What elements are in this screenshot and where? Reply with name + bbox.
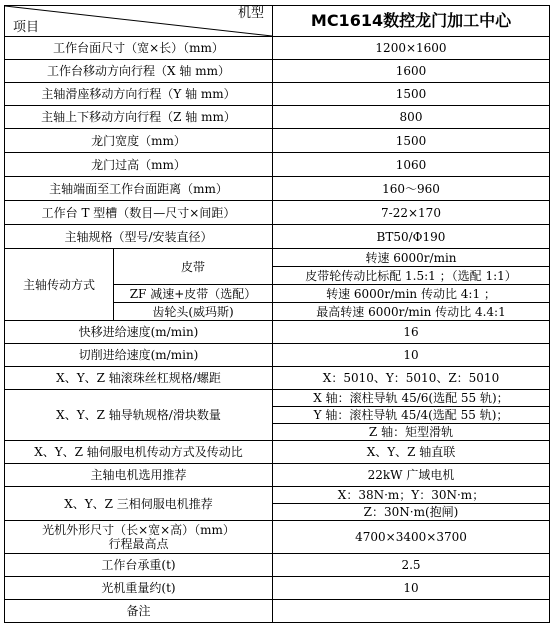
row-value: 2.5 [273, 554, 550, 577]
table-row [5, 201, 550, 225]
belt-speed: 转速 6000r/min [273, 249, 550, 267]
row-value: 1600 [273, 60, 550, 83]
row-value: 800 [273, 106, 550, 129]
row-value: X：5010、Y：5010、Z：5010 [273, 367, 550, 390]
guide-label: X、Y、Z 轴导轨规格/滑块数量 [5, 390, 273, 441]
row-label: 工作台移动方向行程（X 轴 mm） [5, 60, 273, 83]
header-corner-top: 机型 [237, 6, 264, 21]
row-value: X、Y、Z 轴直联 [273, 441, 550, 464]
table-row [5, 367, 550, 390]
table-row [5, 83, 550, 106]
table-row [5, 464, 550, 487]
table-row [5, 321, 550, 344]
row-label: 主轴端面至工作台面距离（mm） [5, 177, 273, 201]
row-value: BT50/Φ190 [273, 225, 550, 249]
row-value: 7-22×170 [273, 201, 550, 225]
size-label [5, 521, 273, 554]
table-row [5, 225, 550, 249]
row-label: 光机重量约(t) [5, 577, 273, 600]
row-value: 160～960 [273, 177, 550, 201]
row-label: 工作台 T 型槽（数目—尺寸×间距） [5, 201, 273, 225]
zf-value: 转速 6000r/min 传动比 4:1 ； [273, 285, 550, 303]
row-label: 主轴规格（型号/安装直径） [5, 225, 273, 249]
row-label: 主轴滑座移动方向行程（Y 轴 mm） [5, 83, 273, 106]
guide-x: X 轴：滚柱导轨 45/6(选配 55 轨)； [273, 390, 550, 407]
table-row [5, 577, 550, 600]
table-row-guide-1 [5, 390, 550, 407]
table-row [5, 60, 550, 83]
header-row [5, 6, 550, 37]
row-value: 10 [273, 344, 550, 367]
diagonal-divider [5, 6, 272, 36]
row-label: 备注 [5, 600, 273, 623]
table-row [5, 106, 550, 129]
belt-label: 皮带 [114, 249, 273, 285]
row-label: 龙门宽度（mm） [5, 129, 273, 153]
row-label: 主轴上下移动方向行程（Z 轴 mm） [5, 106, 273, 129]
guide-y: Y 轴：滚柱导轨 45/4(选配 55 轨)； [273, 407, 550, 424]
servo-z: Z：30N·m(抱闸) [273, 504, 550, 521]
row-label: 快移进给速度(m/min) [5, 321, 273, 344]
row-label: 龙门过高（mm） [5, 153, 273, 177]
spec-table [4, 5, 550, 623]
gear-value: 最高转速 6000r/min 传动比 4.4:1 [273, 303, 550, 321]
row-value: 1500 [273, 129, 550, 153]
row-label: 主轴电机选用推荐 [5, 464, 273, 487]
table-row-spindle-belt-1 [5, 249, 550, 267]
gear-label: 齿轮头(威玛斯) [114, 303, 273, 321]
table-row-size [5, 521, 550, 554]
size-label-line2: 行程最高点 [108, 537, 169, 551]
row-label: X、Y、Z 轴伺服电机传动方式及传动比 [5, 441, 273, 464]
row-value: 1500 [273, 83, 550, 106]
size-label-line1: 光机外形尺寸（长×宽×高）（mm） [42, 523, 235, 537]
spindle-drive-label: 主轴传动方式 [5, 249, 114, 321]
servo-xy: X：38N·m；Y：30N·m； [273, 487, 550, 504]
table-row [5, 344, 550, 367]
row-label: 切削进给速度(m/min) [5, 344, 273, 367]
model-title: MC1614数控龙门加工中心 [273, 6, 550, 37]
row-label: X、Y、Z 轴滚珠丝杠规格/螺距 [5, 367, 273, 390]
servo-label: X、Y、Z 三相伺服电机推荐 [5, 487, 273, 521]
row-label: 工作台面尺寸（宽×长）（mm） [5, 37, 273, 60]
header-corner-cell [5, 6, 273, 37]
table-row [5, 129, 550, 153]
guide-z: Z 轴：矩型滑轨 [273, 424, 550, 441]
row-value: 10 [273, 577, 550, 600]
header-corner-bottom: 项目 [13, 20, 40, 35]
row-value: 1060 [273, 153, 550, 177]
belt-ratio: 皮带轮传动比标配 1.5:1 ；（选配 1:1） [273, 267, 550, 285]
row-value: 1200×1600 [273, 37, 550, 60]
table-row [5, 37, 550, 60]
table-row-servo-1 [5, 487, 550, 504]
table-row [5, 441, 550, 464]
row-label: 工作台承重(t) [5, 554, 273, 577]
table-row [5, 177, 550, 201]
row-value: 16 [273, 321, 550, 344]
row-value [273, 600, 550, 623]
zf-label: ZF 减速+皮带（选配） [114, 285, 273, 303]
table-row [5, 600, 550, 623]
table-row [5, 153, 550, 177]
table-row [5, 554, 550, 577]
row-value: 22kW 广域电机 [273, 464, 550, 487]
size-value: 4700×3400×3700 [273, 521, 550, 554]
